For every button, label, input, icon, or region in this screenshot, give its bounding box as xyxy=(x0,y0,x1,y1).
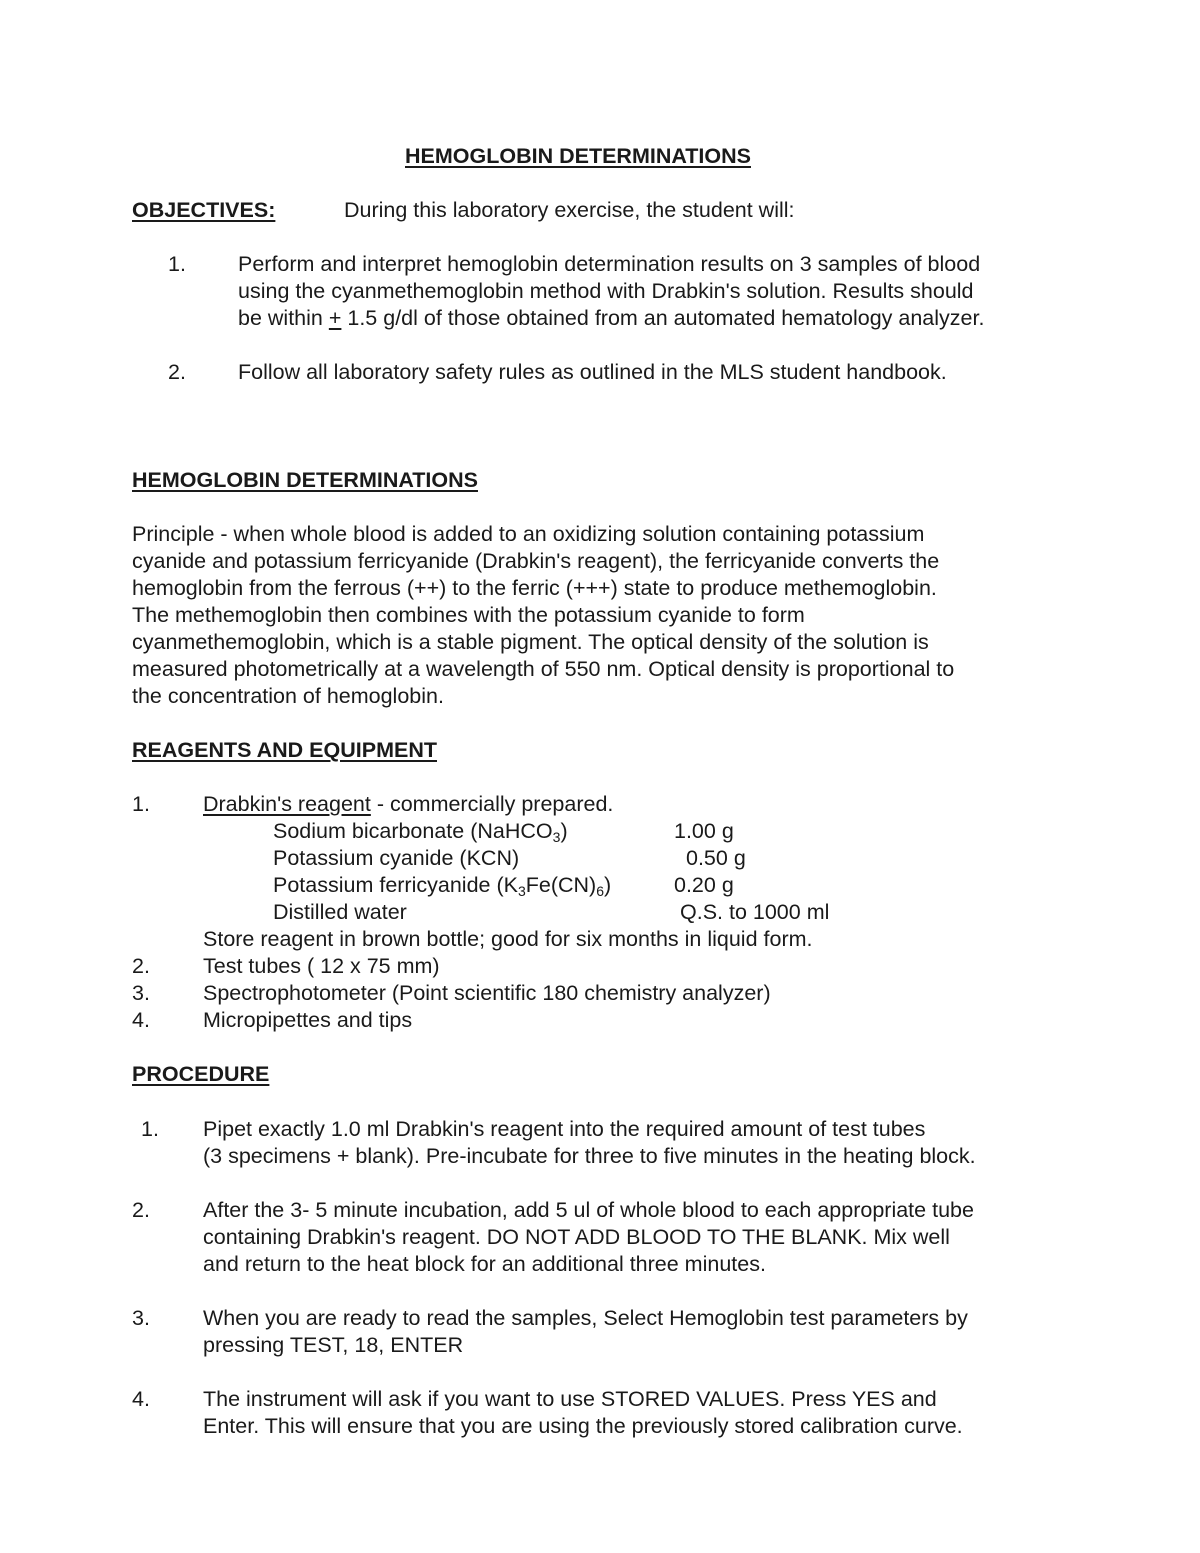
equipment-number: 2. xyxy=(132,954,150,978)
reagent-storage-note: Store reagent in brown bottle; good for six months in liquid form. xyxy=(203,927,813,951)
objective-number: 1. xyxy=(168,252,186,276)
component-name: Sodium bicarbonate (NaHCO$_3$) xyxy=(273,819,568,845)
principle-line: cyanide and potassium ferricyanide (Drabkin's reagent), the ferricyanide converts the xyxy=(132,549,940,573)
objective-line: Follow all laboratory safety rules as outlined in the MLS student handbook. xyxy=(238,360,947,384)
principle-line: cyanmethemoglobin, which is a stable pigment. The optical density of the solution is xyxy=(132,630,929,654)
component-amount: Q.S. to 1000 ml xyxy=(680,900,830,924)
component-name: Potassium ferricyanide $(K_3Fe(CN)_6)$ xyxy=(273,873,612,899)
reagent-name: Drabkin's reagent xyxy=(203,792,371,816)
objective-line: using the cyanmethemoglobin method with Drabkin's solution. Results should xyxy=(238,279,974,303)
objective-text: be within xyxy=(238,306,329,330)
page-title: HEMOGLOBIN DETERMINATIONS xyxy=(405,144,751,168)
objectives-label: OBJECTIVES: xyxy=(132,198,276,222)
principle-line: the concentration of hemoglobin. xyxy=(132,684,444,708)
section-heading: HEMOGLOBIN DETERMINATIONS xyxy=(132,468,478,492)
reagent-number: 1. xyxy=(132,792,150,816)
step-number: 3. xyxy=(132,1306,150,1330)
component-name: Distilled water xyxy=(273,900,407,924)
reagent-item xyxy=(203,791,613,818)
component-amount: 1.00 g xyxy=(674,819,734,843)
component-name: Potassium cyanide (KCN) xyxy=(273,846,520,870)
step-line: (3 specimens + blank). Pre-incubate for three to five minutes in the heating block. xyxy=(203,1144,976,1168)
step-line: The instrument will ask if you want to use STORED VALUES. Press YES and xyxy=(203,1387,937,1411)
component-amount: 0.50 g xyxy=(686,846,746,870)
step-line: Enter. This will ensure that you are using the previously stored calibration curve. xyxy=(203,1414,963,1438)
objective-line xyxy=(238,305,984,332)
component-amount: 0.20 g xyxy=(674,873,734,897)
principle-line: measured photometrically at a wavelength of 550 nm. Optical density is proportional to xyxy=(132,657,955,681)
step-line: containing Drabkin's reagent. DO NOT ADD BLOOD TO THE BLANK. Mix well xyxy=(203,1225,950,1249)
principle-line: Principle - when whole blood is added to an oxidizing solution containing potassium xyxy=(132,522,925,546)
reagent-desc: - commercially prepared. xyxy=(370,792,614,816)
plus-minus-symbol: + xyxy=(328,306,342,330)
step-number: 2. xyxy=(132,1198,150,1222)
step-number: 4. xyxy=(132,1387,150,1411)
section-heading: PROCEDURE xyxy=(132,1062,270,1086)
principle-line: The methemoglobin then combines with the potassium cyanide to form xyxy=(132,603,805,627)
objective-number: 2. xyxy=(168,360,186,384)
step-line: After the 3- 5 minute incubation, add 5 ul of whole blood to each appropriate tube xyxy=(203,1198,974,1222)
equipment-item: Test tubes ( 12 x 75 mm) xyxy=(203,954,440,978)
objective-text: 1.5 g/dl of those obtained from an automated hematology analyzer. xyxy=(341,306,985,330)
step-line: pressing TEST, 18, ENTER xyxy=(203,1333,464,1357)
objective-line: Perform and interpret hemoglobin determination results on 3 samples of blood xyxy=(238,252,981,276)
equipment-number: 4. xyxy=(132,1008,150,1032)
equipment-item: Spectrophotometer (Point scientific 180 chemistry analyzer) xyxy=(203,981,771,1005)
step-line: When you are ready to read the samples, Select Hemoglobin test parameters by xyxy=(203,1306,968,1330)
step-line: and return to the heat block for an additional three minutes. xyxy=(203,1252,766,1276)
step-number: 1. xyxy=(141,1117,159,1141)
equipment-number: 3. xyxy=(132,981,150,1005)
equipment-item: Micropipettes and tips xyxy=(203,1008,413,1032)
principle-line: hemoglobin from the ferrous (++) to the ferric (+++) state to produce methemoglobin. xyxy=(132,576,937,600)
objectives-intro: During this laboratory exercise, the student will: xyxy=(344,198,795,222)
step-line: Pipet exactly 1.0 ml Drabkin's reagent into the required amount of test tubes xyxy=(203,1117,926,1141)
section-heading: REAGENTS AND EQUIPMENT xyxy=(132,738,437,762)
